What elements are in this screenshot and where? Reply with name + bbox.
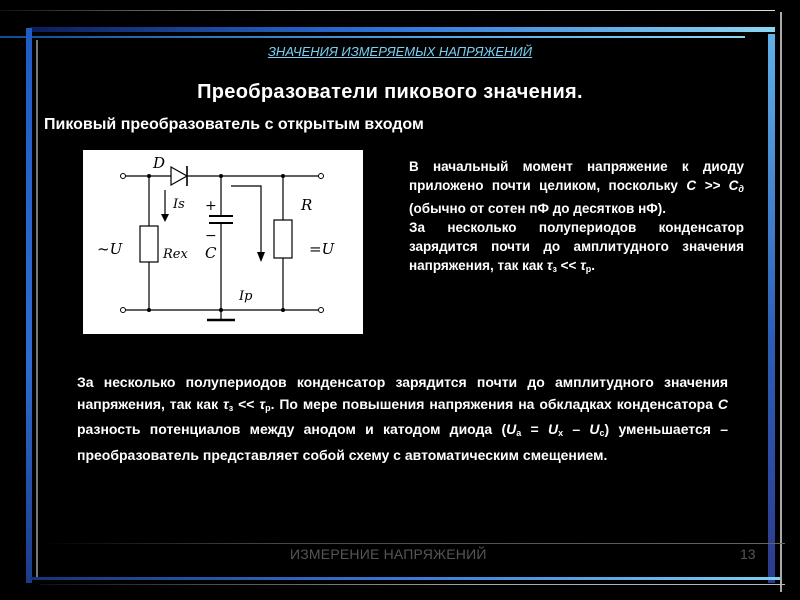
top-accent-bar: [30, 27, 775, 32]
page-title: Преобразователи пикового значения.: [197, 81, 583, 103]
top-accent-line: [0, 36, 745, 38]
summary-paragraph: За несколько полупериодов конденсатор зарядится почти до амплитудного значения напряжения, так как $\tau_з << \tau_р$. По мере повышения напряжения на обкладках конденсатора C разность потенциалов между анодом и катодом диода $(U_а = U_x - U_c)$ уменьшается – преобразователь представляет собой схему с автоматическим смещением.: [77, 374, 728, 463]
label-minus: −: [205, 228, 217, 244]
label-plus: +: [205, 198, 217, 214]
top-divider-line: [0, 10, 775, 11]
label-rex: Rex: [163, 247, 188, 262]
bottom-divider-line: [40, 584, 785, 585]
summary-text: [77, 372, 728, 466]
page-number: 13: [740, 546, 756, 562]
label-is: Is: [173, 197, 185, 212]
explanation-paragraph-1: В начальный момент напряжение к диоду приложено почти целиком, поскольку $C >> C_д$ (обычно от сотен пФ до десятков нФ).: [409, 159, 744, 216]
bottom-accent-bar: [30, 577, 780, 580]
explanation-paragraph-2: За несколько полупериодов конденсатор зарядится почти до амплитудного значения напряжения, так как $\tau_з << \tau_р$.: [409, 220, 744, 274]
footer-title: ИЗМЕРЕНИЕ НАПРЯЖЕНИЙ: [290, 546, 487, 562]
label-diode: D: [153, 154, 166, 172]
explanation-text: [409, 157, 744, 279]
left-divider-line: [36, 40, 38, 580]
circuit-svg: [83, 150, 363, 334]
label-input-voltage: ~U: [97, 240, 123, 258]
footer-divider-line: [40, 543, 785, 544]
label-output-voltage: =U: [309, 240, 335, 258]
circuit-diagram: [83, 150, 363, 334]
section-subtitle: Пиковый преобразователь с открытым входом: [44, 116, 424, 133]
header-link[interactable]: ЗНАЧЕНИЯ ИЗМЕРЯЕМЫХ НАПРЯЖЕНИЙ: [267, 44, 533, 59]
label-resistor: R: [301, 196, 313, 214]
right-accent-bar: [768, 34, 775, 583]
right-divider-line: [780, 12, 782, 592]
left-accent-bar: [26, 28, 32, 583]
label-ip: Ip: [239, 289, 253, 304]
label-capacitor: C: [205, 244, 217, 262]
